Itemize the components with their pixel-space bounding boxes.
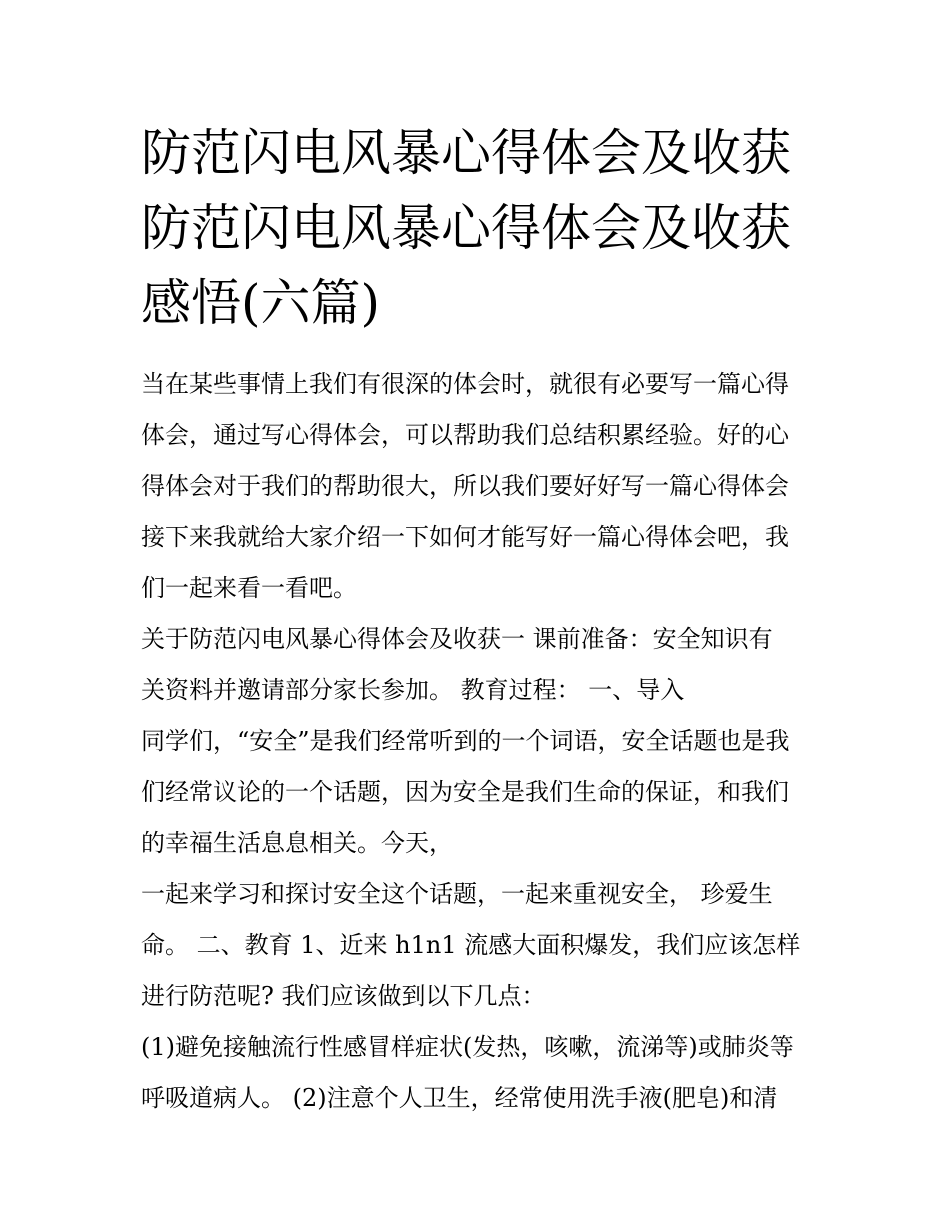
- body-line-13: 进行防范呢? 我们应该做到以下几点：: [141, 982, 546, 1010]
- body-line-3: 得体会对于我们的帮助很大，所以我们要好好写一篇心得体会: [141, 472, 789, 500]
- body-line-4: 接下来我就给大家介绍一下如何才能写好一篇心得体会吧，我: [141, 523, 789, 551]
- body-line-9: 们经常议论的一个话题，因为安全是我们生命的保证，和我们: [141, 778, 789, 806]
- body-line-12: 命。 二、教育 1、近来 h1n1 流感大面积爆发，我们应该怎样: [141, 931, 801, 959]
- body-line-11: 一起来学习和探讨安全这个话题，一起来重视安全， 珍爱生: [141, 880, 773, 908]
- body-line-10: 的幸福生活息息相关。今天，: [141, 829, 453, 857]
- body-line-6: 关于防范闪电风暴心得体会及收获一 课前准备：安全知识有: [141, 625, 773, 653]
- body-line-7: 关资料并邀请部分家长参加。 教育过程： 一、导入: [141, 676, 685, 704]
- title-line-1: 防范闪电风暴心得体会及收获: [141, 124, 791, 182]
- body-line-2: 体会，通过写心得体会，可以帮助我们总结积累经验。好的心: [141, 421, 789, 449]
- title-line-3: 感悟(六篇): [141, 274, 381, 332]
- document-body: [141, 359, 821, 1124]
- body-line-8: 同学们，“安全”是我们经常听到的一个词语，安全话题也是我: [141, 727, 790, 755]
- body-line-15: 呼吸道病人。 (2)注意个人卫生，经常使用洗手液(肥皂)和清: [141, 1084, 778, 1112]
- title-line-2: 防范闪电风暴心得体会及收获: [141, 199, 791, 257]
- body-line-1: 当在某些事情上我们有很深的体会时，就很有必要写一篇心得: [141, 370, 789, 398]
- body-line-14: (1)避免接触流行性感冒样症状(发热，咳嗽，流涕等)或肺炎等: [141, 1033, 794, 1061]
- document-title: [141, 116, 821, 341]
- body-line-5: 们一起来看一看吧。: [141, 574, 357, 602]
